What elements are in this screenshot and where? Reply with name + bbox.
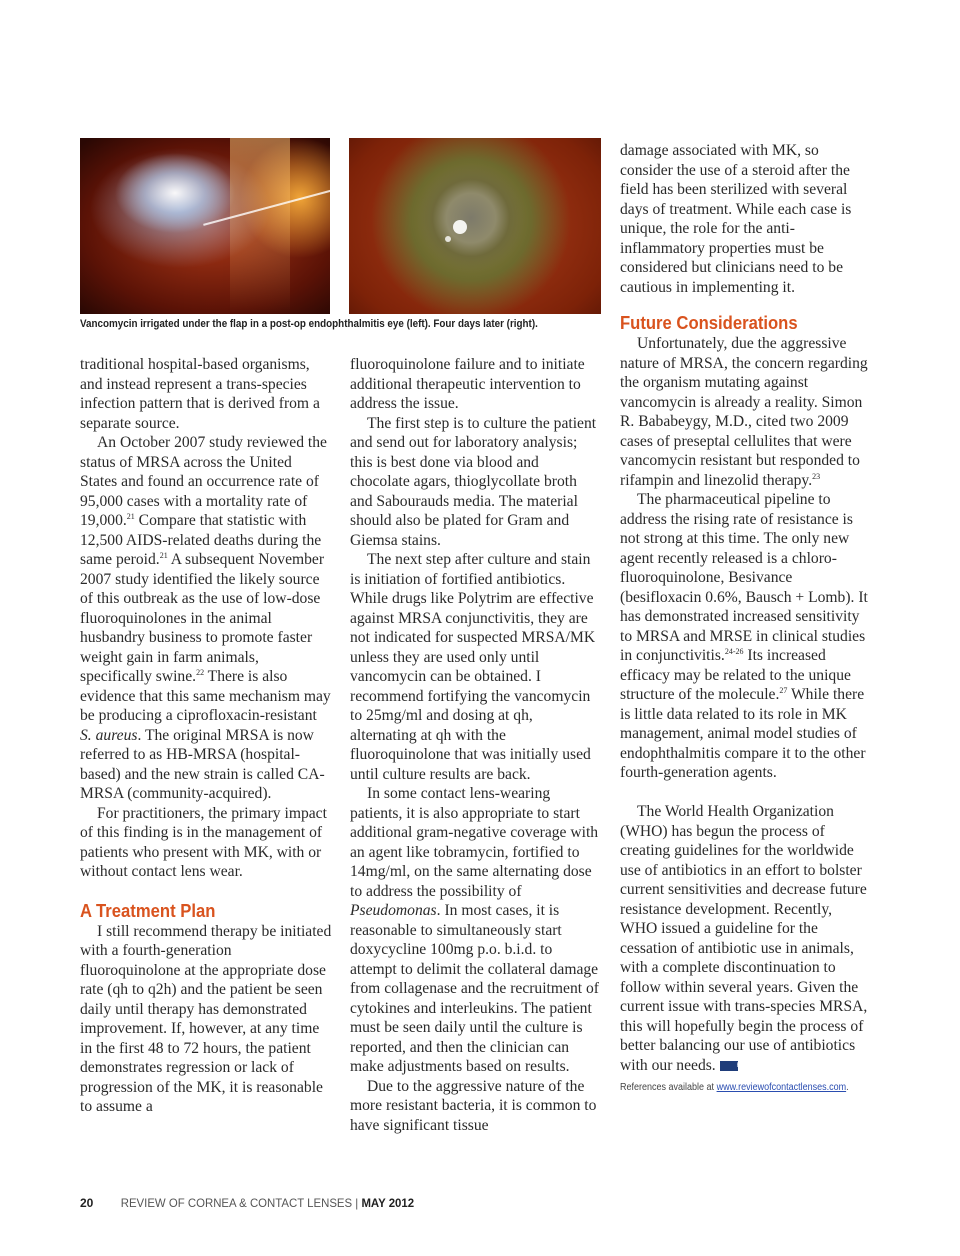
text: . In most cases, it is reasonable to simultaneously start doxycycline 100mg p.o. b.i.d. to attempt to delimit the collateral damage from collagenase and the recruitment of cytokines and interleukins. The patient must be seen daily until the culture is reported, and then the clinician can make adjustments based on results. bbox=[350, 902, 599, 1075]
paragraph bbox=[350, 784, 602, 1077]
paragraph: The next step after culture and stain is initiation of fortified antibiotics. While drugs like Polytrim are effective against MRSA conjunctivitis, they are not indicated for suspected MRSA/MK unless they are used only until vancomycin can be obtained. I recommend fortifying the vancomycin to 25mg/ml and dosing at qh, alternating at qh with the fluoroquinolone that was initially used until culture results are back. bbox=[350, 551, 596, 783]
column-1 bbox=[80, 355, 332, 1117]
reference: 23 bbox=[812, 471, 821, 481]
paragraph bbox=[620, 802, 872, 1075]
light-glow bbox=[230, 138, 290, 314]
reference: 27 bbox=[779, 685, 788, 695]
paragraph bbox=[620, 490, 872, 783]
page-footer bbox=[80, 1196, 421, 1210]
light-reflex bbox=[453, 220, 467, 234]
references-note bbox=[620, 1078, 847, 1098]
species-name: Pseudomonas bbox=[350, 902, 437, 919]
species-name: S. aureus bbox=[80, 726, 138, 744]
paragraph: Due to the aggressive nature of the more resistant bacteria, it is common to have significant tissue bbox=[350, 1077, 597, 1134]
figure-caption: Vancomycin irrigated under the flap in a post-op endophthalmitis eye (left). Four days later (right). bbox=[80, 318, 538, 330]
column-3 bbox=[620, 141, 872, 1098]
page-number: 20 bbox=[80, 1196, 94, 1210]
text: REVIEW OF CORNEA & CONTACT LENSES | bbox=[120, 1196, 362, 1210]
publication-name bbox=[120, 1196, 413, 1210]
text: . The original MRSA is now referred to as HB-MRSA (hospital-based) and the new strain is called CA-MRSA (community-acquired). bbox=[80, 726, 325, 802]
text: An October 2007 study reviewed the status of MRSA across the United States and found an occurrence rate of 95,000 cases with a mortality rate of 19,000. bbox=[80, 434, 327, 529]
paragraph bbox=[620, 334, 872, 490]
text: Its increased efficacy may be related to the unique structure of the molecule. bbox=[620, 647, 851, 703]
reference: 21 bbox=[159, 550, 168, 560]
section-heading: Future Considerations bbox=[620, 312, 798, 333]
end-of-article-logo: RCCL bbox=[720, 1061, 738, 1071]
paragraph: traditional hospital-based organisms, and instead represent a trans-species infection pattern that is derived from a separate source. bbox=[80, 356, 320, 432]
text: While there is little data related to its role in MK management, animal model studies of endophthalmitis compare it to the other fourth-generation agents. bbox=[620, 686, 866, 781]
text: References available at bbox=[620, 1082, 717, 1093]
reference: 24-26 bbox=[724, 646, 744, 656]
text: Compare that statistic with 12,500 AIDS-related deaths during the same peroid. bbox=[80, 512, 322, 568]
reference: 21 bbox=[126, 511, 135, 521]
reference: 22 bbox=[196, 667, 205, 677]
paragraph: damage associated with MK, so consider the use of a steroid after the field has been sterilized with several days of treatment. While each case is unique, the role for the anti-inflammatory properties must be considered but clinicians need to be cautious in implementing it. bbox=[620, 142, 852, 296]
text: Unfortunately, due the aggressive nature of MRSA, the concern regarding the organism mutating against vancomycin is already a reality. Simon R. Bababeygy, M.D., cited two 2009 cases of preseptal cellulites that were vancomycin resistant but responded to rifampin and linezolid therapy. bbox=[620, 335, 868, 489]
text: The pharmaceutical pipeline to address the rising rate of resistance is not strong at this time. The only new agent recently released is a chloro-fluoroquinolone, Besivance (besifloxacin 0.6%, Bausch + Lomb). It has demonstrated increased sensitivity to MRSA and MRSE in clinical studies in conjunctivitis. bbox=[620, 491, 868, 664]
references-link[interactable]: www.reviewofcontactlenses.com bbox=[716, 1082, 847, 1093]
text: A subsequent November 2007 study identified the likely source of this outbreak as the use of low-dose fluoroquinolones in the animal husbandry business to promote faster weight gain in farm animals, specifically swine. bbox=[80, 551, 325, 685]
section-heading: A Treatment Plan bbox=[80, 899, 216, 921]
issue-date: MAY 2012 bbox=[361, 1196, 414, 1210]
light-reflex-small bbox=[445, 236, 451, 242]
paragraph-gap bbox=[620, 783, 872, 803]
paragraph: The first step is to culture the patient and send out for laboratory analysis; this is best done via blood and chocolate agars, thioglycollate broth and Sabourauds media. The material should also be plated for Gram and Giemsa stains. bbox=[350, 414, 597, 549]
eye-photo-right bbox=[349, 138, 601, 314]
paragraph: I still recommend therapy be initiated with a fourth-generation fluoroquinolone at the appropriate dose rate (qh to q2h) and the patient be seen daily until therapy has demonstrated improvement. If, however, at any time in the first 48 to 72 hours, the patient demonstrates regression or lack of progression of the MK, it is reasonable to assume a bbox=[80, 922, 332, 1115]
column-2 bbox=[350, 355, 602, 1135]
text: In some contact lens-wearing patients, it is also appropriate to start additional gram-negative coverage with an agent like tobramycin, fortified to 14mg/ml, on the same alternating dose to address the possibility of bbox=[350, 785, 599, 900]
text: There is also evidence that this same mechanism may be producing a ciprofloxacin-resistant bbox=[80, 668, 331, 724]
text: The World Health Organization (WHO) has begun the process of creating guidelines for the worldwide use of antibiotics in an effort to bolster current sensitivities and decrease future resistance development. Recently, WHO issued a guideline for the cessation of antibiotic use in animals, with a complete discontinuation to follow within several years. Given the current issue with trans-species MRSA, this will hopefully begin the process of better balancing our use of antibiotics with our needs. bbox=[620, 803, 868, 1074]
paragraph: fluoroquinolone failure and to initiate additional therapeutic intervention to address the issue. bbox=[350, 356, 585, 412]
text: . bbox=[846, 1082, 849, 1093]
paragraph: For practitioners, the primary impact of this finding is in the management of patients who present with MK, with or without contact lens wear. bbox=[80, 804, 327, 880]
paragraph bbox=[80, 433, 332, 804]
endophthalmitis-photo-left bbox=[80, 138, 330, 314]
